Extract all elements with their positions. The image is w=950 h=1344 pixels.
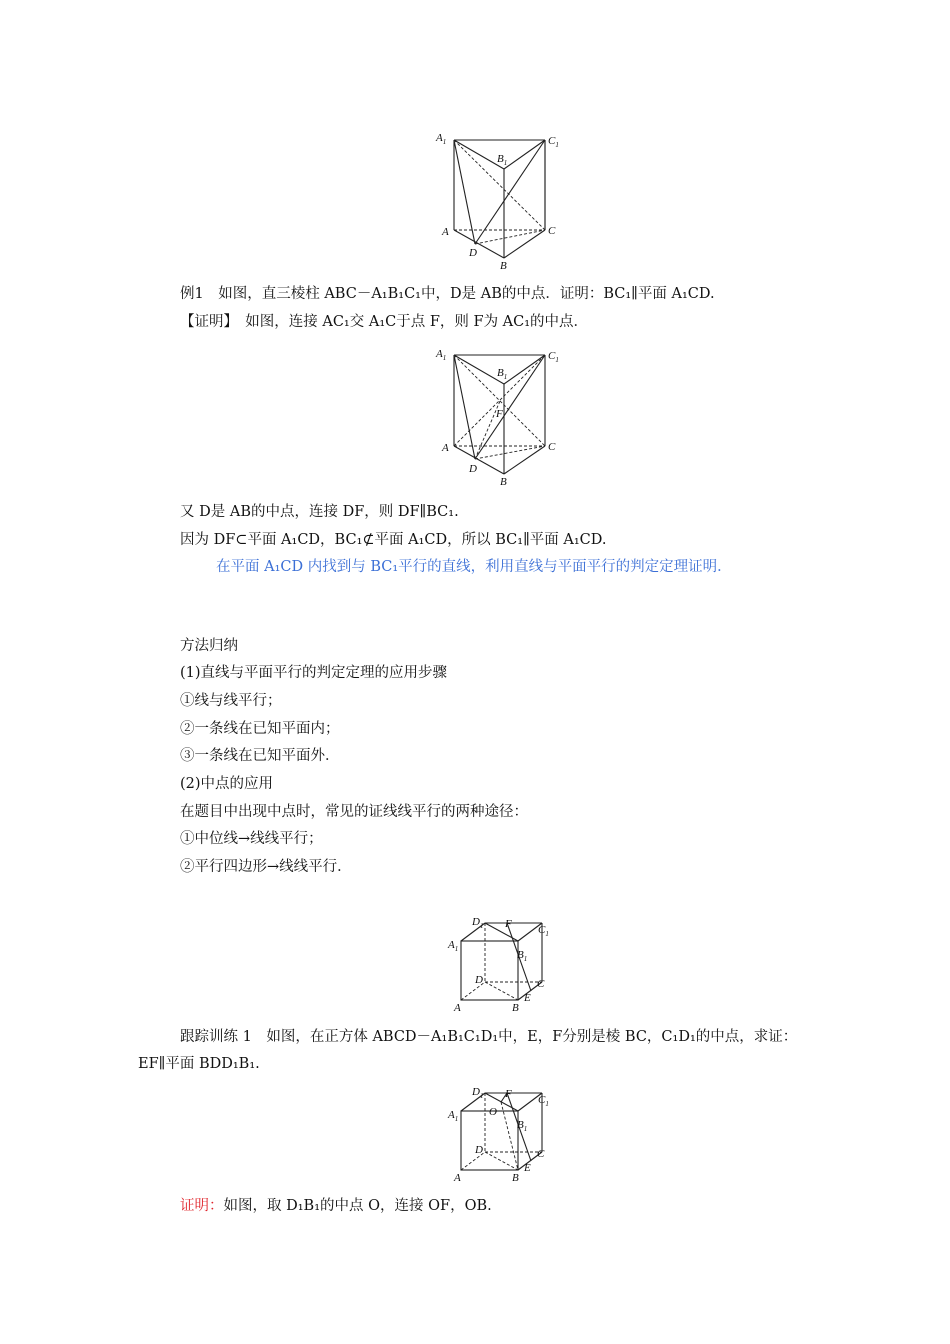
label-f: F bbox=[496, 408, 503, 420]
label-c1: $C_1$ bbox=[548, 135, 559, 149]
method-item: ③一条线在已知平面外． bbox=[180, 748, 340, 764]
label-f: F bbox=[505, 918, 512, 930]
label-d1: $D_1$ bbox=[472, 1086, 484, 1100]
label-a1: $A_1$ bbox=[448, 939, 459, 953]
label-c1: $C_1$ bbox=[538, 924, 549, 938]
training1-problem-line2: EF∥平面 BDD₁B₁. bbox=[138, 1056, 260, 1072]
label-a1: $A_1$ bbox=[436, 132, 447, 146]
label-c: C bbox=[537, 1148, 545, 1160]
label-e: E bbox=[524, 1162, 531, 1174]
label-b: B bbox=[500, 260, 507, 272]
method-item: 在题目中出现中点时，常见的证线线平行的两种途径： bbox=[180, 804, 528, 820]
cube-figure-2 bbox=[445, 1085, 560, 1185]
method-item: (2)中点的应用 bbox=[180, 776, 274, 792]
prism-figure-2 bbox=[430, 346, 570, 491]
example1-hint: 在平面 A₁CD 内找到与 BC₁平行的直线，利用直线与平面平行的判定定理证明． bbox=[216, 559, 732, 575]
example1-proof-start: 【证明】 如图，连接 AC₁交 A₁C于点 F，则 F为 AC₁的中点． bbox=[180, 314, 589, 330]
label-o: O bbox=[489, 1106, 497, 1118]
prism-figure-1 bbox=[430, 128, 570, 273]
method-item: ①中位线→线线平行； bbox=[180, 831, 323, 847]
label-d: D bbox=[469, 463, 477, 475]
training1-proof bbox=[180, 1196, 492, 1216]
label-d: D bbox=[475, 1144, 483, 1156]
label-a: A bbox=[442, 442, 449, 454]
label-c1: $C_1$ bbox=[548, 350, 559, 364]
label-b1: $B_1$ bbox=[517, 949, 528, 963]
label-a1: $A_1$ bbox=[436, 348, 447, 362]
label-a1: $A_1$ bbox=[448, 1109, 459, 1123]
label-c: C bbox=[548, 225, 556, 237]
proof-text: 如图，取 D₁B₁的中点 O，连接 OF，OB. bbox=[223, 1198, 492, 1214]
cube-figure-1 bbox=[445, 915, 560, 1015]
proof-label: 证明： bbox=[180, 1198, 224, 1214]
method-item: ②一条线在已知平面内； bbox=[180, 721, 340, 737]
example1-problem: 例1 如图，直三棱柱 ABC－A₁B₁C₁中，D是 AB的中点．证明：BC₁∥平面 A₁CD. bbox=[180, 286, 715, 302]
label-c: C bbox=[537, 978, 545, 990]
label-a: A bbox=[454, 1002, 461, 1014]
label-a: A bbox=[442, 226, 449, 238]
example1-df-line: 又 D是 AB的中点，连接 DF，则 DF∥BC₁. bbox=[180, 504, 459, 520]
label-b: B bbox=[500, 476, 507, 488]
label-b: B bbox=[512, 1002, 519, 1014]
method-item: ②平行四边形→线线平行． bbox=[180, 859, 352, 875]
label-d: D bbox=[475, 974, 483, 986]
label-b1: $B_1$ bbox=[497, 153, 508, 167]
label-b: B bbox=[512, 1172, 519, 1184]
method-item: ①线与线平行； bbox=[180, 693, 282, 709]
label-f: F bbox=[505, 1088, 512, 1100]
label-d1: $D_1$ bbox=[472, 916, 484, 930]
label-b1: $B_1$ bbox=[497, 367, 508, 381]
method-item: (1)直线与平面平行的判定定理的应用步骤 bbox=[180, 665, 448, 681]
label-a: A bbox=[454, 1172, 461, 1184]
label-b1: $B_1$ bbox=[517, 1119, 528, 1133]
label-c1: $C_1$ bbox=[538, 1094, 549, 1108]
training1-problem-line1: 跟踪训练 1 如图，在正方体 ABCD－A₁B₁C₁D₁中，E，F分别是棱 BC，C₁D₁的中点，求证： bbox=[180, 1029, 798, 1045]
label-c: C bbox=[548, 441, 556, 453]
label-e: E bbox=[524, 992, 531, 1004]
method-title: 方法归纳 bbox=[180, 638, 238, 654]
label-d: D bbox=[469, 247, 477, 259]
example1-because-line: 因为 DF⊂平面 A₁CD，BC₁⊄平面 A₁CD，所以 BC₁∥平面 A₁CD. bbox=[180, 532, 607, 548]
